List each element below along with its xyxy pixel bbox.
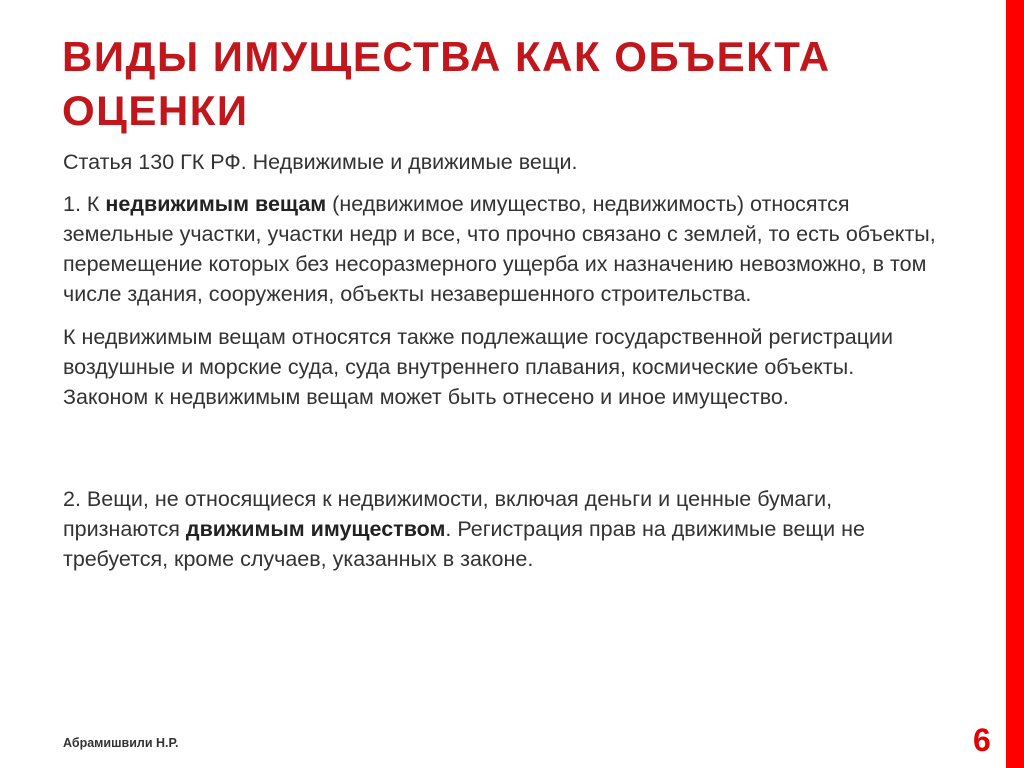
accent-bar bbox=[1006, 0, 1024, 768]
author-footer: Абрамишвили Н.Р. bbox=[63, 736, 179, 750]
paragraph-real-estate-prefix: 1. К bbox=[63, 192, 106, 216]
paragraph-registered-objects: К недвижимым вещам относятся также подлежащие государственной регистрации воздушные и морские суда, суда внутреннего плавания, космические объекты. Законом к недвижимым вещам может быть отнесено и иное имущество. bbox=[63, 325, 894, 409]
paragraph-movable-property bbox=[63, 484, 943, 574]
paragraph-movable-prefix: 2. Вещи, не относящиеся к недвижимости, включая деньги и ценные бумаги, признаются bbox=[63, 487, 833, 541]
slide-body bbox=[63, 147, 943, 574]
paragraph-movable-text: . Регистрация прав на движимые вещи не требуется, кроме случаев, указанных в законе. bbox=[63, 517, 865, 571]
term-real-estate: недвижимым вещам bbox=[105, 192, 327, 216]
term-movable-property: движимым имуществом bbox=[185, 517, 446, 541]
article-heading: Статья 130 ГК РФ. Недвижимые и движимые вещи. bbox=[63, 150, 578, 174]
paragraph-real-estate-text: (недвижимое имущество, недвижимость) относятся земельные участки, участки недр и все, что прочно связано с землей, то есть объекты, перемещение которых без несоразмерного ущерба их назначению невозможно, в том числе здания, сооружения, объекты незавершенного строительства. bbox=[63, 192, 936, 306]
paragraph-real-estate bbox=[63, 189, 943, 309]
page-number: 6 bbox=[973, 722, 991, 758]
slide-title: ВИДЫ ИМУЩЕСТВА КАК ОБЪЕКТА ОЦЕНКИ bbox=[62, 33, 831, 134]
